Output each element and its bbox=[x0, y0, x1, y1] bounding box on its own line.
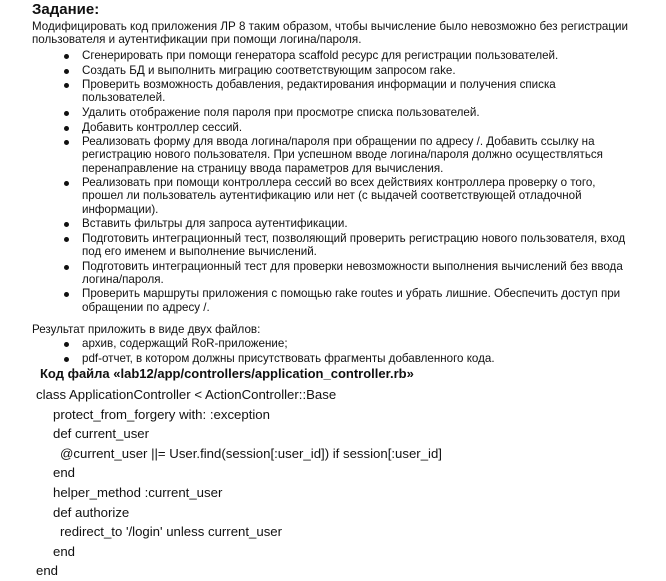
code-line: helper_method :current_user bbox=[53, 484, 223, 500]
code-line: end bbox=[53, 543, 76, 559]
bullet-icon bbox=[64, 292, 69, 297]
code-line: redirect_to '/login' unless current_user bbox=[60, 524, 283, 540]
task-item bbox=[0, 106, 666, 119]
task-item-text: Удалить отображение поля пароля при просмотре списка пользователей. bbox=[82, 105, 480, 119]
task-item bbox=[0, 260, 666, 286]
task-intro: Модифицировать код приложения ЛР 8 таким образом, чтобы вычисление было невозможно без регистрации пользователя и аутентификации при помощи логина/пароля. bbox=[32, 20, 628, 47]
task-item-text: Реализовать при помощи контроллера сессий во всех действиях контроллера проверку о того, прошел ли пользователь аутентификацию или нет (с выдачей соответствующей отладочной информации). bbox=[82, 176, 596, 216]
task-item bbox=[0, 78, 666, 104]
task-item bbox=[0, 135, 666, 175]
task-item-text: Подготовить интеграционный тест, позволяющий проверить регистрацию нового пользователя, вход под его именем и выполнение вычислений. bbox=[82, 231, 626, 258]
task-item-text: Проверить возможность добавления, редактирования информации и получения списка пользователей. bbox=[82, 78, 556, 105]
task-item-text: Сгенерировать при помощи генератора scaffold ресурс для регистрации пользователей. bbox=[82, 49, 559, 62]
bullet-icon bbox=[64, 237, 69, 242]
task-item bbox=[0, 217, 666, 230]
code-listing bbox=[36, 385, 442, 581]
bullet-icon bbox=[64, 357, 69, 362]
task-item-text: Вставить фильтры для запроса аутентификации. bbox=[82, 217, 348, 231]
bullet-icon bbox=[64, 265, 69, 270]
task-item bbox=[0, 176, 666, 216]
bullet-icon bbox=[64, 83, 69, 88]
code-file-title: Код файла «lab12/app/controllers/application_controller.rb» bbox=[40, 366, 414, 381]
task-item bbox=[0, 64, 666, 77]
bullet-icon bbox=[64, 140, 69, 145]
code-line: class ApplicationController < ActionController::Base bbox=[36, 387, 337, 402]
file-item bbox=[0, 337, 666, 350]
code-line: def current_user bbox=[53, 426, 150, 442]
task-item bbox=[0, 49, 666, 62]
task-item-text: Проверить маршруты приложения с помощью rake routes и убрать лишние. Обеспечить доступ при обращении по адресу /. bbox=[82, 287, 621, 314]
result-text: Результат приложить в виде двух файлов: bbox=[32, 323, 261, 336]
task-item-text: Подготовить интеграционный тест для проверки невозможности выполнения вычислений без ввода логина/пароля. bbox=[82, 259, 623, 286]
bullet-icon bbox=[64, 69, 69, 74]
bullet-icon bbox=[64, 181, 69, 186]
code-line: protect_from_forgery with: :exception bbox=[53, 406, 270, 422]
file-item bbox=[0, 352, 666, 365]
file-item-text: архив, содержащий RoR-приложение; bbox=[82, 337, 288, 350]
file-list bbox=[0, 337, 666, 366]
bullet-icon bbox=[64, 222, 69, 227]
bullet-icon bbox=[64, 342, 69, 347]
bullet-icon bbox=[64, 126, 69, 131]
task-item bbox=[0, 232, 666, 258]
code-line: end bbox=[36, 563, 59, 579]
task-heading: Задание: bbox=[32, 1, 100, 18]
code-line: @current_user ||= User.find(session[:user_id]) if session[:user_id] bbox=[60, 445, 442, 461]
code-line: end bbox=[53, 465, 76, 481]
file-item-text: pdf-отчет, в котором должны присутствовать фрагменты добавленного кода. bbox=[82, 351, 495, 365]
bullet-icon bbox=[64, 111, 69, 116]
bullet-icon bbox=[64, 54, 69, 59]
task-item-text: Добавить контроллер сессий. bbox=[82, 120, 243, 134]
task-item-text: Реализовать форму для ввода логина/пароля при обращении по адресу /. Добавить ссылку на регистрацию нового пользователя. При успешном вводе логина/пароля должно осуществляться перенаправление на страницу ввода параметров для вычисления. bbox=[82, 135, 603, 175]
code-line: def authorize bbox=[53, 504, 130, 520]
task-list bbox=[0, 49, 666, 315]
task-item-text: Создать БД и выполнить миграцию соответствующим запросом rake. bbox=[82, 63, 456, 77]
task-item bbox=[0, 287, 666, 313]
task-item bbox=[0, 121, 666, 134]
